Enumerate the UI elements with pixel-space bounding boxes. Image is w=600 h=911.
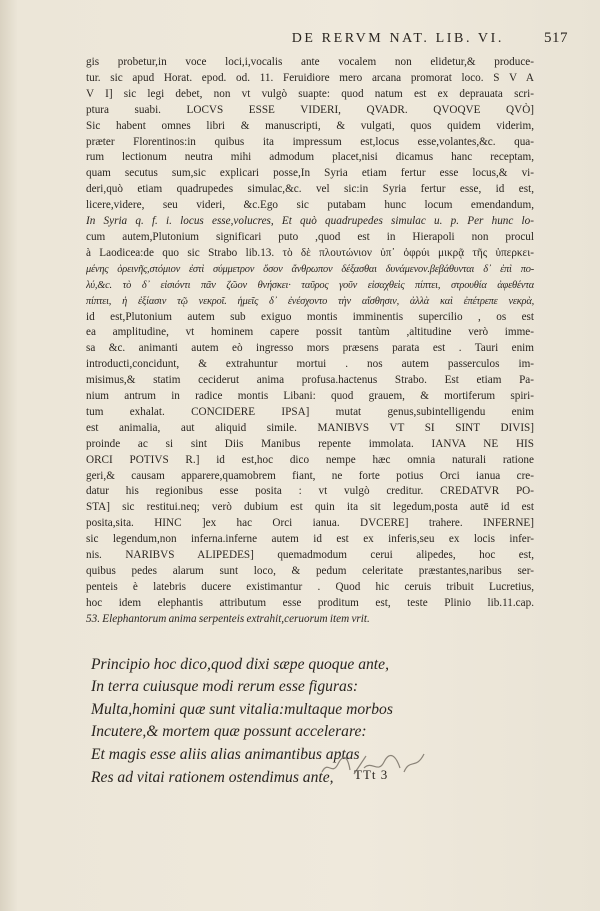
verse-line: Incutere,& mortem quæ possunt accelerare: <box>91 723 367 741</box>
verse-line: Et magis esse aliis alias animantibus aptas <box>91 746 360 763</box>
page-number: 517 <box>544 30 568 46</box>
commentary-line: nium antrum in radice montis Libani: quod grauem, & mortiferum spiri- <box>86 390 534 403</box>
running-title: DE RERVM NAT. LIB. VI. <box>291 31 504 46</box>
commentary-line: Sic habent omnes libri & manuscripti, & vulgati, quos quidem viderim, <box>86 119 534 132</box>
verse-line: Principio hoc dico,quod dixi sæpe quoque ante, <box>91 655 389 673</box>
commentary-line: proinde ac si sint Diis Manibus repente immolata. IANVA NE HIS <box>86 437 534 450</box>
verse-line: In terra cuiusque modi rerum esse figuras: <box>91 678 359 696</box>
commentary-line: sic legendum,non inferna.inferne autem id est ex inferis,seu ex locis infer- <box>86 533 534 546</box>
commentary-line: deri,quò etiam quadrupedes simulac,&c. vel sic:in Syria fertur esse, id est, <box>86 183 534 196</box>
commentary-line: est animalia, aut aliquid simile. MANIBVS VT SI SINT DIVIS] <box>86 421 534 434</box>
commentary-line: à Laodicea:de quo sic Strabo lib.13. τὸ δὲ πλουτώνιον ὑπ᾽ ὀφρύι μικρᾷ τῆς ὑπερκει- <box>86 246 534 259</box>
greek-quotation-line: πίπτει, ἡ ἐξίασιν τῷ νεκροῖ. ἡμεῖς δ᾽ ἐνέσχοντο τὴν αἴσθησιν, ἀλλὰ καὶ ἐπέτρεπε νεκρὰ, <box>86 295 534 307</box>
commentary-line: V I] sic legi debet, non vt vulgò suapte: quod natum est ex deprauata scri- <box>86 87 534 100</box>
commentary-line: cum autem,Plutonium significari puto ,quod est in Hierapoli non procul <box>86 230 534 243</box>
running-head <box>86 30 568 47</box>
verse-line: Res ad vitai rationem ostendimus ante, <box>91 768 334 786</box>
commentary-line: datur his regionibus esse posita : vt vulgò creditur. CREDATVR PO- <box>86 485 534 498</box>
commentary-block <box>86 55 534 628</box>
commentary-line: posita,sita. HINC ]ex hac Orci ianua. DVCERE] trahere. INFERNE] <box>86 517 534 530</box>
commentary-line: STA] sic restitui.neq; verò dubium est quin ita sit legedum,posta autē id est <box>86 501 534 514</box>
commentary-line: geri,& causam apparere,quamobrem fiant, ne forte potius Orci ianua cre- <box>86 469 534 482</box>
commentary-line: tur. sic apud Horat. epod. od. 11. Feruidiore mero arcana promorat loco. S V A <box>86 71 534 84</box>
poem-verse-block <box>91 654 534 790</box>
commentary-line: quibus pedes alarum sunt loco, & pedum celeritate præstantes,naribus ser- <box>86 565 534 577</box>
commentary-line: misimus,& statim ceciderut anima profusa.hactenus Strabo. Est etiam Pa- <box>86 374 534 387</box>
greek-quotation-line: λύ,&c. τὸ δ᾽ εἰσιόντι πᾶν ζῶον θνήσκει· ταῦρος γοῦν εἰσαχθεὶς πίπτει, στρουθία ἀφεθέντα <box>86 279 534 291</box>
greek-quotation-line: μένης ὀρεινῆς,στόμιον ἐστὶ σύμμετρον ὅσον ἄνθρωπον δέξασθαι δυνάμενον.βεβάθυνται δ᾽ ἐπὶ πο- <box>86 263 534 275</box>
commentary-line: penteis è latebris ducere existimantur . Quod hic ceruis tribuit Lucretius, <box>86 580 534 593</box>
commentary-line: introducti,concidunt, & extrahuntur mortui . nos autem passerculos im- <box>86 358 534 371</box>
verse-line: Multa,homini quæ sunt vitalia:multaque morbos <box>91 700 393 718</box>
commentary-line: gis probetur,in voce loci,i,vocalis ante vocalem non elidetur,& produce- <box>86 56 534 68</box>
commentary-line: nis. NARIBVS ALIPEDES] quemadmodum cerui alipedes, hoc est, <box>86 549 534 562</box>
commentary-line: ORCI POTIVS R.] id est,hoc dico nempe hæc omnia naturali ratione <box>86 453 534 466</box>
commentary-line: sa &c. animanti autem eò ingresso mors præsens parata est . Tauri enim <box>86 342 534 355</box>
commentary-line: hoc idem elephantis attributum esse proditum est, teste Plinio lib.11.cap. <box>86 596 534 609</box>
commentary-line: rum lectionum neutra mihi admodum placet,nisi dicamus hanc receptam, <box>86 151 534 164</box>
commentary-line: id est,Plutonium autem sub exiguo montis imminentis supercilio , os est <box>86 310 534 323</box>
commentary-line: tum exhalat. CONCIDERE IPSA] mutat genus,subintelligendu enim <box>86 405 534 418</box>
commentary-line: 53. Elephantorum anima serpenteis extrahit,ceruorum item vrit. <box>86 612 370 625</box>
commentary-line: quam secutus sum,sic explicari posse,In Syria etiam fertur esse locus,& vi- <box>86 167 534 180</box>
commentary-line: ea amplitudine, vt hominem capere possit tantùm ,altitudine verò imme- <box>86 326 534 339</box>
signature-mark: TTt 3 <box>354 767 389 782</box>
commentary-line: ptura suabi. LOCVS ESSE VIDERI, QVADR. QVOQVE QVÒ] <box>86 103 534 116</box>
commentary-line: In Syria q. f. i. locus esse,volucres, Et quò quadrupedes simulac u. p. Per hunc lo- <box>86 215 534 228</box>
commentary-line: licere,videre, seu videri, &c.Ego sic putabam hunc locum emendandum, <box>86 199 534 212</box>
commentary-line: præter Florentinos:in quibus ita impressum est,locus esse,volantes,&c. qua- <box>86 135 534 148</box>
